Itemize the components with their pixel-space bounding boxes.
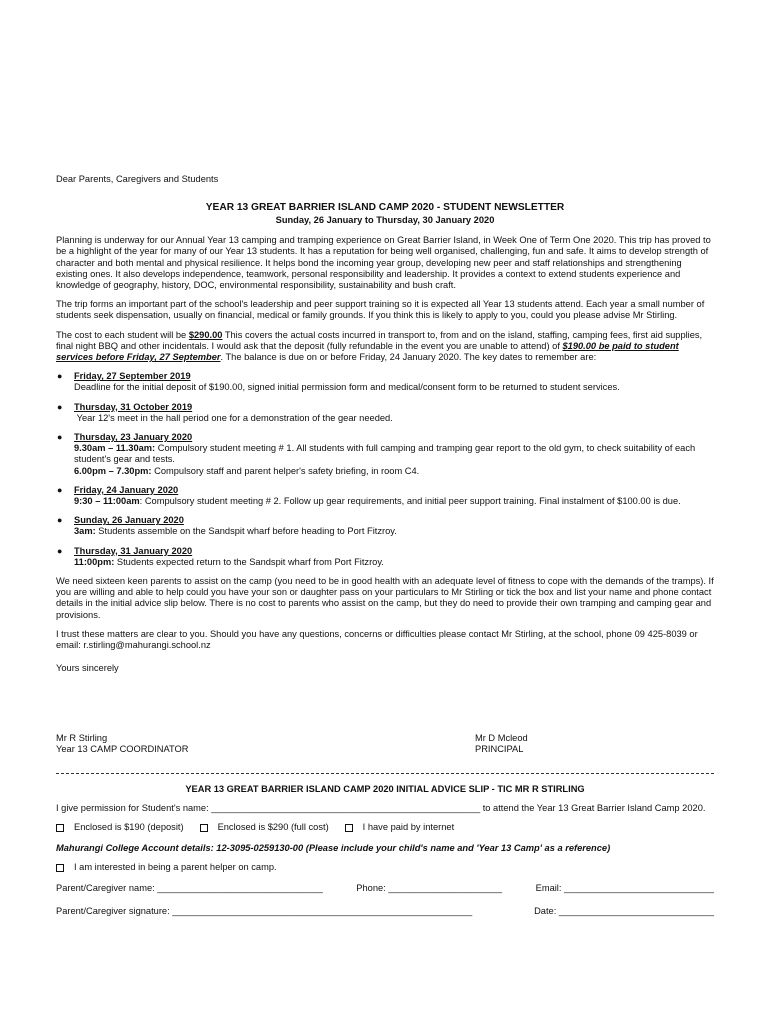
coordinator-signature bbox=[56, 733, 188, 755]
parent-helper-option[interactable] bbox=[56, 862, 714, 873]
coordinator-name: Mr R Stirling bbox=[56, 732, 108, 743]
intro-paragraph: Planning is underway for our Annual Year 13 camping and tramping experience on Great Barrier Island, in Week One of Term One 2020. This trip has proved to be a highlight of the year for many of our Year 13 students. It has a reputation for being well organised, challenging, fun and safe. It aims to develop strength of character and both mental and physical resilience. It helps bond the incoming year group, developing new peer and staff relationships and strengthening existing ones. It also develops independence, teamwork, personal responsibility and leadership. It provides a context to extend students experience and knowledge of geography, history, DOC, environmental responsibility, sustainability and bush craft. bbox=[56, 235, 711, 291]
date-field[interactable]: Date: ______________________________ bbox=[534, 905, 714, 916]
greeting: Dear Parents, Caregivers and Students bbox=[56, 174, 219, 184]
key-date-time: 3am: bbox=[74, 526, 96, 537]
newsletter-dates: Sunday, 26 January to Thursday, 30 January 2020 bbox=[275, 215, 495, 226]
parent-helper-label: I am interested in being a parent helper on camp. bbox=[74, 862, 277, 873]
key-date-heading: Thursday, 31 January 2020 bbox=[74, 545, 193, 556]
key-date-detail bbox=[74, 466, 714, 477]
key-date-heading: Friday, 27 September 2019 bbox=[74, 371, 191, 382]
principal-name: Mr D Mcleod bbox=[475, 732, 528, 743]
signature-fields-row bbox=[56, 906, 714, 917]
cut-line-divider bbox=[56, 773, 714, 774]
key-date-time: 11:00pm: bbox=[74, 556, 115, 567]
deposit-deadline: $190.00 be paid to student services before Friday, 27 September bbox=[56, 340, 679, 363]
caregiver-signature-field[interactable]: Parent/Caregiver signature: __________________________________________________________ bbox=[56, 905, 473, 916]
key-date-text: Year 12's meet in the hall period one for a demonstration of the gear needed. bbox=[74, 412, 393, 423]
option-label: I have paid by internet bbox=[362, 821, 455, 832]
key-date-detail bbox=[74, 382, 714, 393]
coordinator-role: Year 13 CAMP COORDINATOR bbox=[56, 743, 189, 754]
email-field[interactable]: Email: _____________________________ bbox=[535, 882, 714, 893]
cost-text-start: The cost to each student will be bbox=[56, 329, 189, 340]
bullet-icon: ● bbox=[57, 401, 63, 412]
key-date-text: Students assemble on the Sandspit wharf before heading to Port Fitzroy. bbox=[95, 526, 397, 537]
newsletter-title: YEAR 13 GREAT BARRIER ISLAND CAMP 2020 - STUDENT NEWSLETTER bbox=[205, 202, 565, 214]
key-date-heading: Sunday, 26 January 2020 bbox=[74, 515, 184, 526]
key-date-detail bbox=[74, 443, 714, 465]
checkbox-icon[interactable] bbox=[56, 824, 64, 832]
permission-field[interactable]: I give permission for Student's name: ____________________________________________________ to attend the Year 13 Great Barrier Island Camp 2020. bbox=[56, 802, 706, 813]
checkbox-icon[interactable] bbox=[345, 824, 353, 832]
option-internet[interactable] bbox=[345, 822, 454, 833]
checkbox-icon[interactable] bbox=[56, 864, 64, 872]
key-dates-list bbox=[56, 371, 714, 568]
contact-paragraph: I trust these matters are clear to you. Should you have any questions, concerns or difficulties please contact Mr Stirling, at the school, phone 09 425-8039 or email: r.stirling@mahurangi.school.nz bbox=[56, 628, 698, 651]
bullet-icon: ● bbox=[57, 432, 63, 443]
bullet-icon: ● bbox=[57, 484, 63, 495]
bullet-icon: ● bbox=[57, 515, 63, 526]
phone-field[interactable]: Phone: ______________________ bbox=[356, 882, 503, 893]
key-date-heading: Thursday, 23 January 2020 bbox=[74, 432, 193, 443]
payment-options bbox=[56, 822, 714, 833]
leadership-paragraph: The trip forms an important part of the school's leadership and peer support training so it is expected all Year 13 students attend. Each year a small number of students seek dispensation, usually on financial, medical or family grounds. If you think this is likely to apply to you, could you please advise Mr Stirling. bbox=[56, 299, 705, 321]
option-label: Enclosed is $190 (deposit) bbox=[74, 821, 184, 832]
key-date-detail bbox=[74, 557, 714, 568]
closing: Yours sincerely bbox=[56, 663, 119, 674]
cost-text-end: . The balance is due on or before Friday, 24 January 2020. The key dates to remember are: bbox=[220, 352, 597, 363]
advice-slip-title: YEAR 13 GREAT BARRIER ISLAND CAMP 2020 INITIAL ADVICE SLIP - TIC MR R STIRLING bbox=[185, 783, 585, 794]
key-date-heading: Thursday, 31 October 2019 bbox=[74, 401, 193, 412]
key-date-text: : Compulsory student meeting # 2. Follow up gear requirements, and initial peer support training. Final instalment of $100.00 is due. bbox=[139, 496, 681, 507]
key-date-text: Compulsory student meeting # 1. All students with full camping and tramping gear report to the old gym, to check suitability of each student's gear and tests. bbox=[74, 443, 696, 465]
caregiver-name-field[interactable]: Parent/Caregiver name: ________________________________ bbox=[56, 882, 323, 893]
key-date-item bbox=[56, 515, 714, 537]
principal-role: PRINCIPAL bbox=[475, 743, 524, 754]
key-date-text: Students expected return to the Sandspit wharf from Port Fitzroy. bbox=[114, 556, 384, 567]
contact-fields-row bbox=[56, 883, 714, 894]
cost-paragraph bbox=[56, 330, 714, 364]
key-date-detail bbox=[74, 413, 714, 424]
key-date-time: 6.00pm – 7.30pm: bbox=[74, 465, 152, 476]
signature-block bbox=[56, 733, 714, 763]
bullet-icon: ● bbox=[57, 371, 63, 382]
key-date-item bbox=[56, 432, 714, 477]
bank-account-details: Mahurangi College Account details: 12-3095-0259130-00 (Please include your child's name and 'Year 13 Camp' as a reference) bbox=[56, 843, 611, 854]
key-date-heading: Friday, 24 January 2020 bbox=[74, 484, 179, 495]
key-date-item bbox=[56, 546, 714, 568]
key-date-detail bbox=[74, 496, 714, 507]
option-full-cost[interactable] bbox=[200, 822, 329, 833]
key-date-detail bbox=[74, 526, 714, 537]
key-date-item bbox=[56, 485, 714, 507]
key-date-time: 9.30am – 11.30am: bbox=[74, 443, 156, 454]
key-date-item bbox=[56, 402, 714, 424]
letter-body bbox=[56, 174, 714, 929]
key-date-text: Deadline for the initial deposit of $190.00, signed initial permission form and medical/consent form to be returned to student services. bbox=[74, 382, 620, 393]
option-deposit[interactable] bbox=[56, 822, 184, 833]
option-label: Enclosed is $290 (full cost) bbox=[217, 821, 329, 832]
key-date-text: Compulsory staff and parent helper's safety briefing, in room C4. bbox=[151, 465, 420, 476]
bullet-icon: ● bbox=[57, 545, 63, 556]
key-date-time: 9:30 – 11:00am bbox=[74, 496, 140, 507]
cost-amount: $290.00 bbox=[188, 329, 223, 340]
cost-text-middle: This covers the actual costs incurred in transport to, from and on the island, staffing, camping fees, first aid supplies, final night BBQ and other incidentals. I would ask that the deposit (fully refundable in the event you are unable to attend) of bbox=[56, 329, 703, 351]
key-date-item bbox=[56, 371, 714, 393]
checkbox-icon[interactable] bbox=[200, 824, 208, 832]
principal-signature bbox=[475, 733, 528, 755]
parent-helpers-paragraph: We need sixteen keen parents to assist on the camp (you need to be in good health with an adequate level of fitness to cope with the demands of the tramps). If you are willing and able to help could you have your son or daughter pass on your particulars to Mr Stirling or tick the box and list your name and phone contact details in the initial advice slip below. There is no cost to parents who assist on the camp, but they do need to provide their own tramping and camping gear and provisions. bbox=[56, 576, 714, 620]
